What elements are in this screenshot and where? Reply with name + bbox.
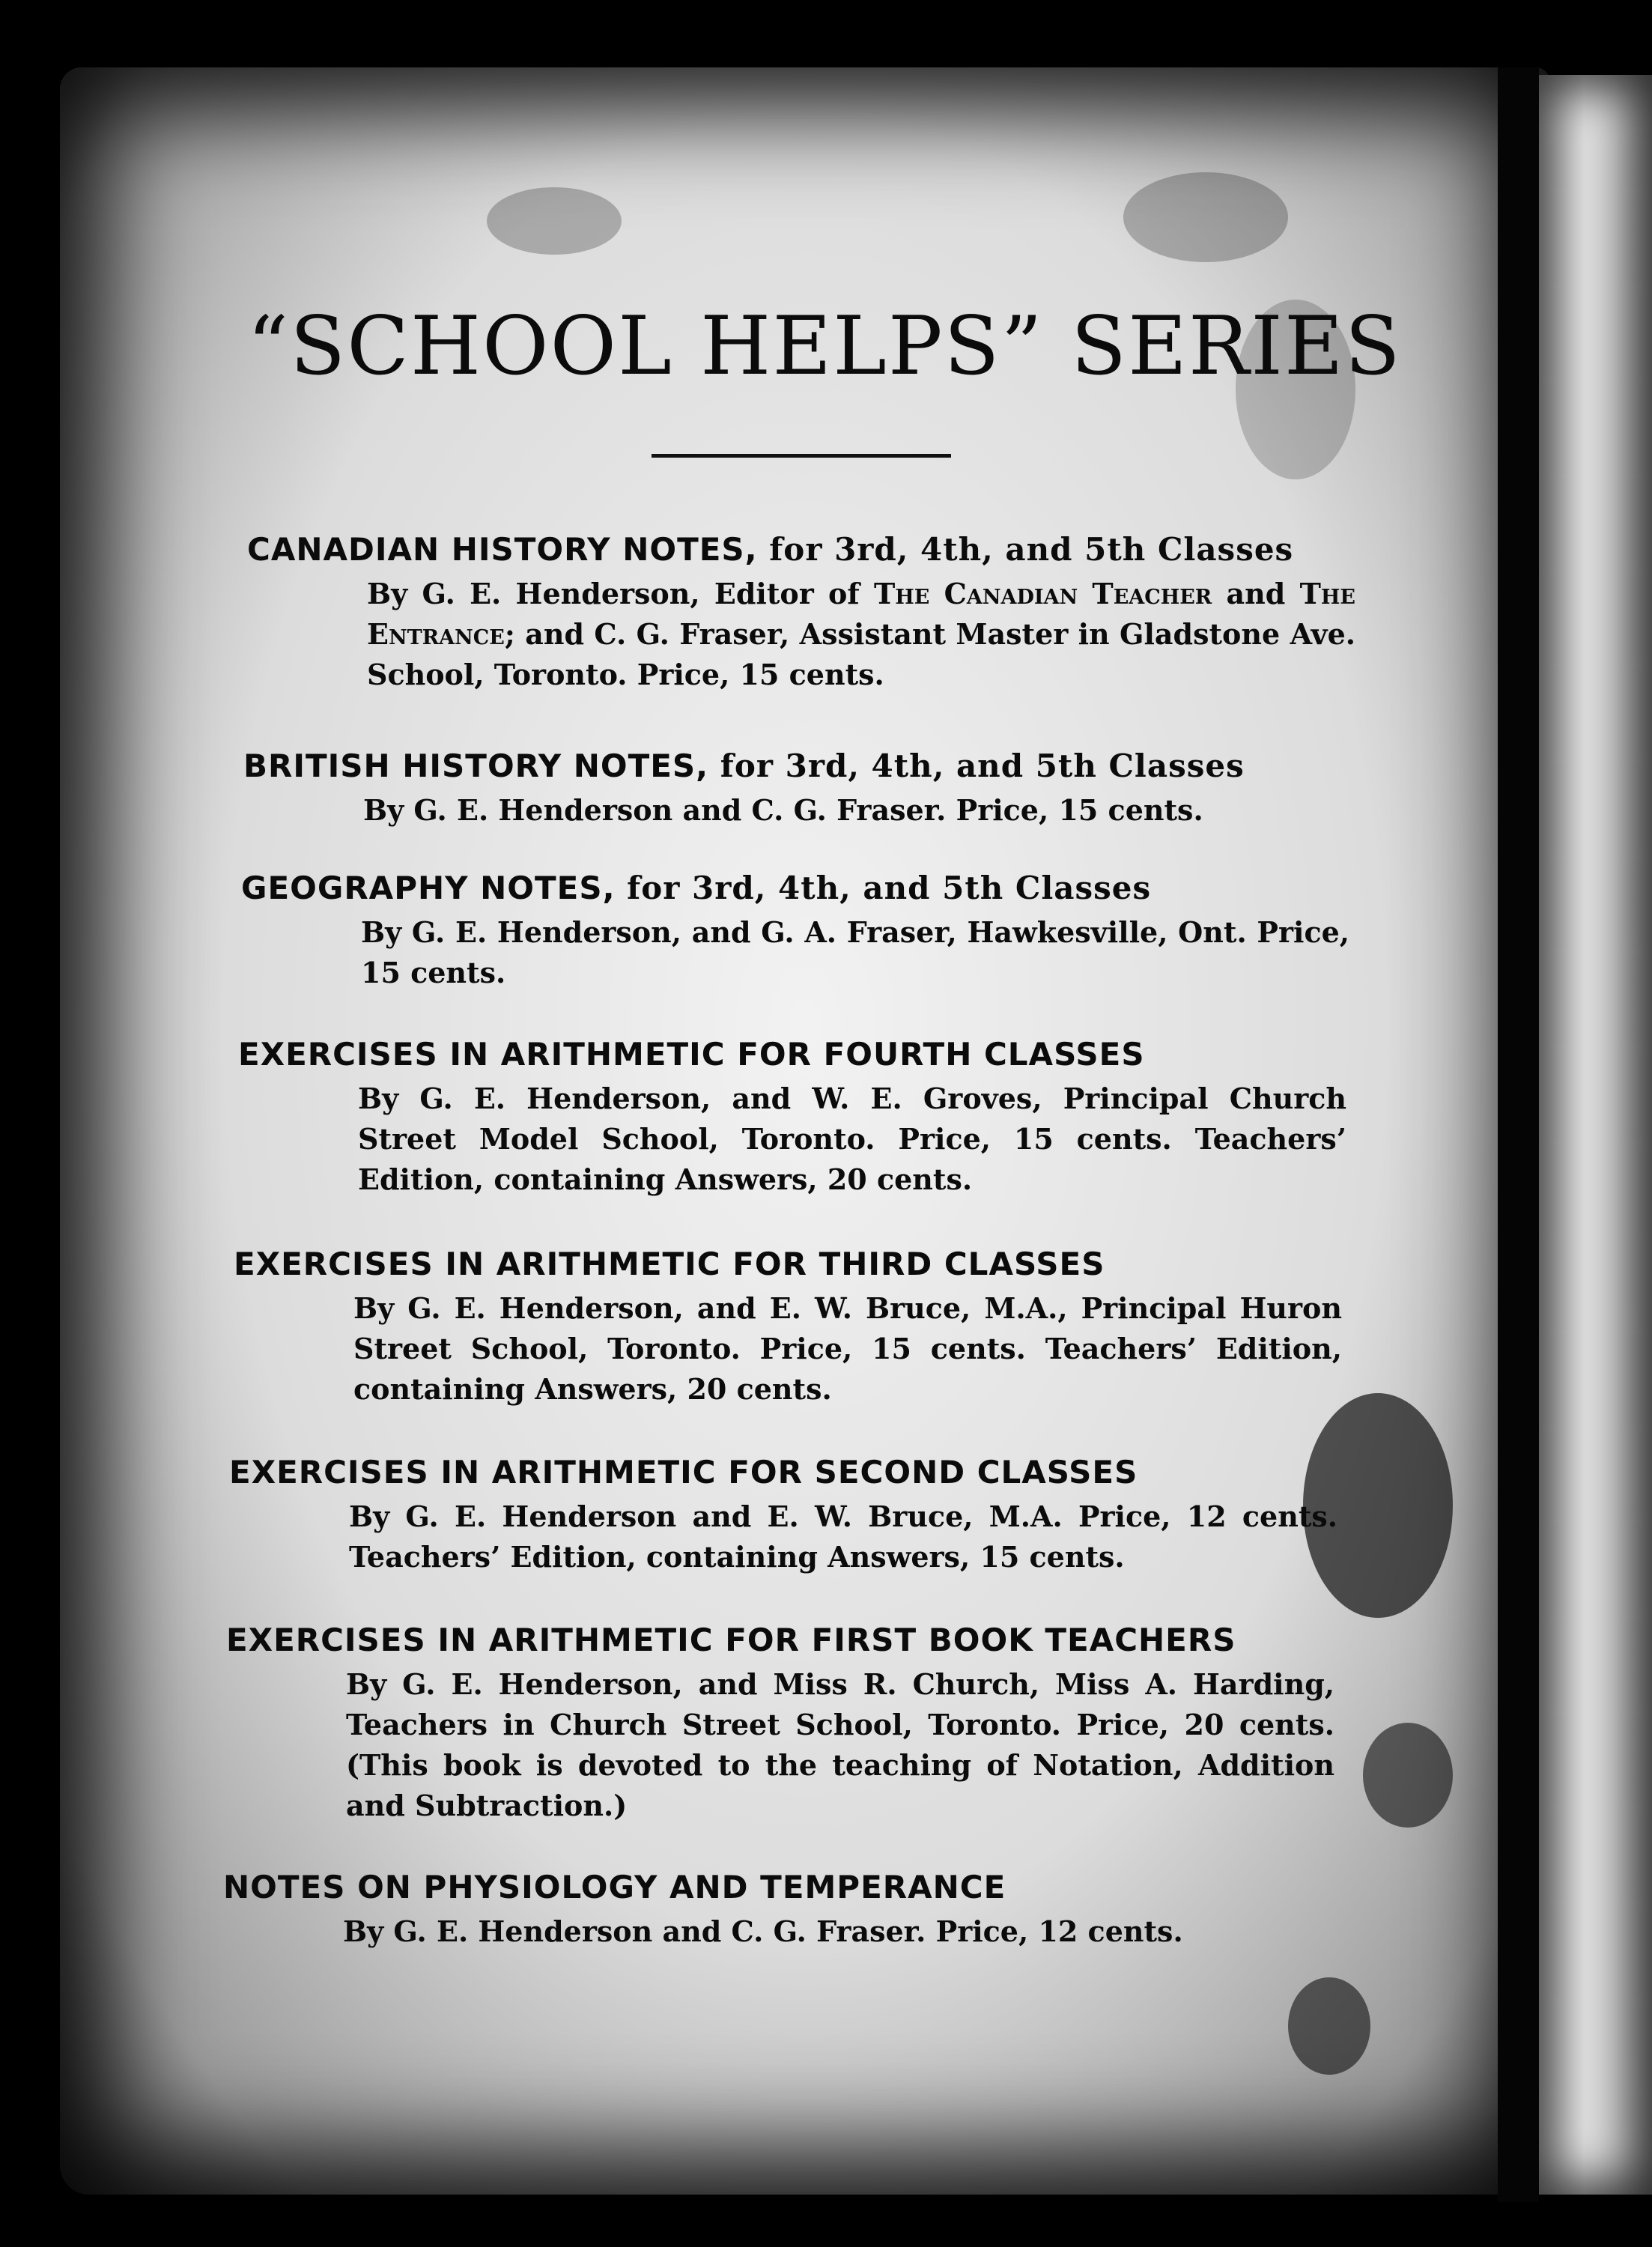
entry-description (367, 574, 1355, 695)
entry-title-main: CANADIAN HISTORY NOTES, (247, 531, 758, 568)
entry-description: By G. E. Henderson and C. G. Fraser. Price, 12 cents. (343, 1914, 1183, 1948)
entry-title (241, 867, 1364, 909)
entry-description: By G. E. Henderson, and Miss R. Church, Miss A. Harding, Teachers in Church Street School, Toronto. Price, 20 cents. (This book is devoted to the teaching of Notation, Addition and Subtraction.) (346, 1667, 1334, 1822)
entry-title-tail: for 3rd, 4th, and 5th Classes (615, 870, 1152, 906)
entry-description: By G. E. Henderson, and G. A. Fraser, Hawkesville, Ont. Price, 15 cents. (361, 915, 1349, 989)
entry-title: EXERCISES IN ARITHMETIC FOR FIRST BOOK TEACHERS (226, 1622, 1236, 1658)
entry-title-tail: for 3rd, 4th, and 5th Classes (757, 531, 1294, 568)
entry-description-part: By G. E. Henderson, Editor of (367, 577, 875, 610)
entry-description: By G. E. Henderson, and W. E. Groves, Principal Church Street Model School, Toronto. Price, 15 cents. Teachers’ Edition, containing Answers, 20 cents. (358, 1082, 1346, 1196)
page-title: “SCHOOL HELPS” SERIES (247, 300, 1402, 393)
journal-name: The Entrance (367, 577, 1355, 651)
entry-title: NOTES ON PHYSIOLOGY AND TEMPERANCE (223, 1869, 1006, 1905)
catalog-entry (229, 1452, 1352, 1577)
entry-description-part: and (1212, 577, 1300, 610)
entry-title: EXERCISES IN ARITHMETIC FOR SECOND CLASSES (229, 1454, 1138, 1491)
catalog-entry (241, 867, 1364, 993)
catalog-entry (243, 745, 1367, 831)
entry-description: By G. E. Henderson and C. G. Fraser. Price, 15 cents. (363, 793, 1203, 827)
catalog-entry (238, 1034, 1361, 1200)
catalog-entry (247, 529, 1370, 695)
entry-title-main: BRITISH HISTORY NOTES, (243, 748, 709, 784)
catalog-entry (223, 1867, 1346, 1952)
entry-title-main: GEOGRAPHY NOTES, (241, 870, 616, 906)
entry-description-part: ; and C. G. Fraser, Assistant Master in Gladstone Ave. School, Toronto. Price, 15 cents. (367, 617, 1355, 691)
catalog-entry (226, 1619, 1349, 1826)
entry-description: By G. E. Henderson, and E. W. Bruce, M.A., Principal Huron Street School, Toronto. Price, 15 cents. Teachers’ Edition, containing Answers, 20 cents. (353, 1291, 1342, 1406)
journal-name: The Canadian Teacher (874, 577, 1212, 610)
entry-title-tail: for 3rd, 4th, and 5th Classes (708, 748, 1245, 784)
entry-title (243, 745, 1367, 787)
catalog-entry (234, 1243, 1357, 1410)
entry-title: EXERCISES IN ARITHMETIC FOR FOURTH CLASSES (238, 1036, 1145, 1073)
entry-description: By G. E. Henderson and E. W. Bruce, M.A. Price, 12 cents. Teachers’ Edition, containing Answers, 15 cents. (349, 1499, 1337, 1574)
entry-title: EXERCISES IN ARITHMETIC FOR THIRD CLASSES (234, 1246, 1105, 1282)
entry-title (247, 529, 1370, 571)
title-rule (652, 454, 951, 458)
